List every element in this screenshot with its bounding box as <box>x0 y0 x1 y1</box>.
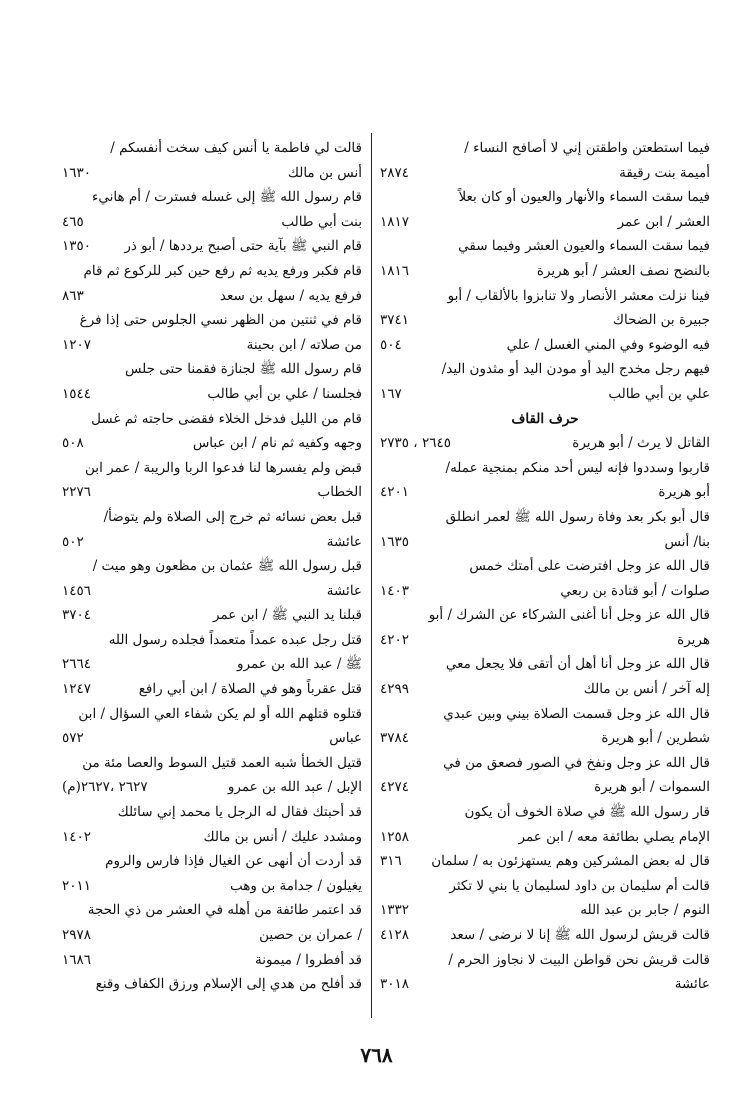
entry-number: ٣٧٠٤ <box>62 607 92 624</box>
index-entry <box>380 702 710 727</box>
index-entry <box>62 308 362 333</box>
index-entry <box>380 431 710 456</box>
entry-text: قد اعتمر طائفة من أهله في العشر من ذي الحجة <box>87 902 362 919</box>
entry-number: ١٦٨٦ <box>62 951 92 968</box>
entry-text: أنس بن مالك <box>287 164 362 181</box>
index-entry <box>62 333 362 358</box>
entry-text: قتل رجل عبده عمداً متعمداً فجلده رسول الله <box>108 631 362 648</box>
entry-text: أبو هريرة <box>658 484 710 501</box>
index-entry <box>62 530 362 555</box>
entry-text: عائشة <box>674 976 710 993</box>
entry-number: ٤٢٧٤ <box>380 779 410 796</box>
entry-text: قبل رسول الله ﷺ عثمان بن مظعون وهو ميت / <box>92 558 362 575</box>
index-entry <box>62 431 362 456</box>
index-entry <box>380 210 710 235</box>
index-entry <box>380 898 710 923</box>
entry-number: ٤٢٩٩ <box>380 681 410 698</box>
index-entry <box>380 530 710 555</box>
entry-number: ١٤٥٦ <box>62 582 92 599</box>
index-entry <box>380 382 710 407</box>
page-number: ٧٦٨ <box>360 1043 393 1067</box>
entry-text: قال الله عز وجل أنا أغنى الشركاء عن الشرك / أبو <box>428 607 710 624</box>
entry-number: ٣٧٨٤ <box>380 730 410 747</box>
column-divider <box>371 133 372 1018</box>
entry-number: ٢٠١١ <box>62 877 92 894</box>
entry-number: ٨٦٣ <box>62 287 84 304</box>
index-entry <box>380 874 710 899</box>
entry-number: ٥٧٢ <box>62 730 84 747</box>
index-entry <box>380 234 710 259</box>
entry-text: بنا/ أنس <box>664 533 710 550</box>
entry-number: ١٢٠٧ <box>62 336 92 353</box>
entry-text: فجلسنا / علي بن أبي طالب <box>207 385 362 402</box>
entry-text: قال أبو بكر بعد وفاة رسول الله ﷺ لعمر انطلق <box>445 508 710 525</box>
index-entry <box>62 357 362 382</box>
entry-text: قد أردت أن أنهى عن الغيال فإذا فارس والروم <box>105 853 362 870</box>
entry-number: ٢٢٧٦ <box>62 484 92 501</box>
entry-text: وجهه وكفيه ثم نام / ابن عباس <box>192 435 362 452</box>
index-entry <box>380 652 710 677</box>
entry-number: ٤٢٠٢ <box>380 631 410 648</box>
entry-text: قام النبي ﷺ بآية حتى أصبح يرددها / أبو ذر <box>124 238 362 255</box>
index-entry <box>62 677 362 702</box>
index-entry <box>380 333 710 358</box>
index-entry <box>380 603 710 628</box>
entry-number: ٤١٢٨ <box>380 927 410 943</box>
entry-number: ٢٨٧٤ <box>380 164 410 181</box>
entry-text: قال الله عز وجل قسمت الصلاة بيني وبين عبدي <box>443 705 710 722</box>
index-entry <box>380 505 710 530</box>
entry-text: من صلاته / ابن بحينة <box>246 336 362 353</box>
entry-text: فينا نزلت معشر الأنصار ولا تنابزوا بالألقاب / أبو <box>447 287 710 304</box>
entry-number: ١٦٧ <box>380 385 402 402</box>
entry-number: ٢٦٦٤ <box>62 656 92 673</box>
entry-text: قام رسول الله ﷺ لجنازة فقمنا حتى جلس <box>124 361 362 378</box>
entry-text: شطرين / أبو هريرة <box>601 730 710 747</box>
index-entry <box>380 136 710 161</box>
entry-text: قبل بعض نسائه ثم خرج إلى الصلاة ولم يتوضأ/ <box>103 508 362 525</box>
index-entry <box>380 923 710 948</box>
index-entry <box>380 825 710 850</box>
index-entry <box>380 628 710 653</box>
index-entry <box>380 185 710 210</box>
entry-text: قال له بعض المشركين وهم يستهزئون به / سلمان <box>431 853 710 870</box>
entry-text: بالنضح نصف العشر / أبو هريرة <box>536 262 710 279</box>
entry-text: العشر / ابن عمر <box>617 213 710 230</box>
entry-text: قالت قريش نحن قواطن البيت لا نجاوز الحرم / <box>448 951 710 968</box>
index-entry <box>62 284 362 309</box>
entry-text: عباس <box>329 730 362 747</box>
entry-text: قتل عقرباً وهو في الصلاة / ابن أبي رافع <box>138 681 362 698</box>
index-entry <box>380 579 710 604</box>
entry-text: النوم / جابر بن عبد الله <box>580 902 710 919</box>
entry-text: قالت لي فاطمة يا أنس كيف سخت أنفسكم / <box>110 140 362 156</box>
index-entry <box>380 800 710 825</box>
index-entry <box>380 948 710 973</box>
index-entry <box>62 382 362 407</box>
index-entry <box>62 800 362 825</box>
index-entry <box>62 480 362 505</box>
entry-number: ١٤٠٣ <box>380 582 410 599</box>
entry-text: عائشة <box>326 582 362 599</box>
index-entry <box>380 751 710 776</box>
entry-number: ٣١٦ <box>380 853 402 870</box>
entry-text: صلوات / أبو قتادة بن ربعي <box>560 582 710 599</box>
entry-number: ٣٠١٨ <box>380 976 410 993</box>
index-column-left <box>62 136 362 997</box>
index-entry <box>62 948 362 973</box>
index-entry <box>380 161 710 186</box>
entry-number: ٥٠٨ <box>62 435 84 452</box>
section-heading <box>380 407 710 432</box>
index-entry <box>62 751 362 776</box>
entry-text: فيما سقت السماء والأنهار والعيون أو كان بعلاً <box>458 189 710 206</box>
entry-number: ١٣٥٠ <box>62 238 92 255</box>
entry-text: الخطاب <box>317 484 362 501</box>
entry-text: قال الله عز وجل ونفخ في الصور فصعق من في <box>443 754 710 771</box>
entry-text: حرف القاف <box>511 410 579 427</box>
index-entry <box>62 849 362 874</box>
entry-text: قالت أم سليمان بن داود لسليمان يا بني لا تكثر <box>449 877 710 894</box>
entry-number: ١٢٥٨ <box>380 828 410 845</box>
entry-number: ٢٩٧٨ <box>62 927 92 943</box>
entry-number: ١٢٤٧ <box>62 681 92 698</box>
index-entry <box>62 726 362 751</box>
index-entry <box>62 702 362 727</box>
entry-text: قال الله عز وجل أنا أهل أن أتقى فلا يجعل معي <box>445 656 710 673</box>
index-entry <box>62 554 362 579</box>
entry-number: ١٦٣٠ <box>62 164 92 181</box>
index-entry <box>62 775 362 800</box>
entry-number: ٢٦٤٥ ، ٢٧٣٥ <box>380 435 451 452</box>
index-entry <box>380 677 710 702</box>
index-entry <box>380 726 710 751</box>
entry-text: فيما سقت السماء والعيون العشر وفيما سقي <box>458 238 710 255</box>
entry-text: قار رسول الله ﷺ في صلاة الخوف أن يكون <box>464 804 710 821</box>
entry-number: ١٥٤٤ <box>62 385 92 402</box>
entry-text: فيهم رجل مخدج اليد أو مودن اليد أو مثدون اليد/ <box>441 361 710 378</box>
entry-text: جبيرة بن الضحاك <box>612 312 710 329</box>
entry-text: قد أفطروا / ميمونة <box>254 951 362 968</box>
entry-number: ١٦٣٥ <box>380 533 410 550</box>
entry-number: ٤٦٥ <box>62 213 84 230</box>
index-entry <box>62 407 362 432</box>
entry-text: الإبل / عبد الله بن عمرو <box>227 779 362 796</box>
index-entry <box>62 628 362 653</box>
entry-text: قام فكبر ورفع يديه ثم رفع حين كبر للركوع ثم قام <box>83 262 362 279</box>
index-entry <box>380 480 710 505</box>
entry-number: ٢٦٢٧ ،٢٦٢٧(م) <box>62 779 148 796</box>
index-entry <box>62 210 362 235</box>
index-entry <box>62 505 362 530</box>
entry-text: هريرة <box>677 631 710 648</box>
entry-text: قتيل الخطأ شبه العمد قتيل السوط والعصا مئة من <box>82 754 362 771</box>
entry-text: أميمة بنت رقيقة <box>619 164 710 181</box>
index-entry <box>380 308 710 333</box>
index-entry <box>380 259 710 284</box>
entry-text: عائشة <box>326 533 362 550</box>
entry-text: قام في ثنتين من الظهر نسي الجلوس حتى إذا فرغ <box>79 312 362 329</box>
entry-text: قام رسول الله ﷺ إلى غسله فسترت / أم هانيء <box>92 189 362 206</box>
entry-text: إله آخر / أنس بن مالك <box>583 681 710 698</box>
entry-text: فيه الوضوء وفي المني الغسل / علي <box>506 336 710 353</box>
index-entry <box>62 652 362 677</box>
index-entry <box>62 185 362 210</box>
entry-text: ﷺ / عبد الله بن عمرو <box>237 656 362 673</box>
entry-text: ومشدد عليك / أنس بن مالك <box>203 828 362 845</box>
index-entry <box>380 357 710 382</box>
entry-text: قد أحبتك فقال له الرجل يا محمد إني سائلك <box>117 804 362 821</box>
entry-text: القاتل لا يرث / أبو هريرة <box>572 435 710 452</box>
entry-text: فيما استطعتن واطقتن إني لا أصافح النساء / <box>464 140 710 156</box>
entry-text: قتلوه قتلهم الله أو لم يكن شفاء العي السؤال / ابن <box>78 705 362 722</box>
index-entry <box>380 554 710 579</box>
entry-number: ٣٧٤١ <box>380 312 410 329</box>
entry-text: السموات / أبو هريرة <box>594 779 710 796</box>
index-entry <box>62 874 362 899</box>
entry-number: ٤٢٠١ <box>380 484 410 501</box>
entry-number: ١٤٠٢ <box>62 828 92 845</box>
entry-text: قبلنا يد النبي ﷺ / ابن عمر <box>213 607 362 624</box>
entry-text: يغيلون / جدامة بن وهب <box>230 877 362 894</box>
index-entry <box>380 972 710 997</box>
entry-text: علي بن أبي طالب <box>608 385 710 402</box>
index-column-right <box>380 136 710 997</box>
index-entry <box>62 579 362 604</box>
entry-text: بنت أبي طالب <box>281 213 362 230</box>
entry-number: ٥٠٢ <box>62 533 84 550</box>
entry-text: قال الله عز وجل افترضت على أمتك خمس <box>469 558 710 575</box>
entry-text: قبض ولم يفسرها لنا فدعوا الربا والريبة / عمر ابن <box>85 459 362 476</box>
entry-text: قد أفلح من هدي إلى الإسلام ورزق الكفاف وقنع <box>95 976 362 993</box>
entry-text: قاربوا وسددوا فإنه ليس أحد منكم بمنجية عمله/ <box>445 459 710 476</box>
index-entry <box>380 456 710 481</box>
entry-number: ١٨١٧ <box>380 213 410 230</box>
entry-text: / عمران بن حصين <box>259 927 362 943</box>
index-entry <box>380 284 710 309</box>
index-entry <box>62 898 362 923</box>
index-entry <box>62 972 362 997</box>
index-entry <box>62 923 362 948</box>
entry-text: الإمام يصلي بطائفة معه / ابن عمر <box>518 828 710 845</box>
entry-number: ١٣٣٢ <box>380 902 410 919</box>
index-entry <box>380 849 710 874</box>
entry-number: ٥٠٤ <box>380 336 402 353</box>
entry-text: فرفع يديه / سهل بن سعد <box>219 287 362 304</box>
index-entry <box>62 825 362 850</box>
entry-text: قام من الليل فدخل الخلاء فقضى حاجته ثم غسل <box>91 410 362 427</box>
index-entry <box>62 234 362 259</box>
index-entry <box>380 775 710 800</box>
index-entry <box>62 259 362 284</box>
index-entry <box>62 161 362 186</box>
index-entry <box>62 603 362 628</box>
index-entry <box>62 456 362 481</box>
index-entry <box>62 136 362 161</box>
entry-text: قالت قريش لرسول الله ﷺ إنا لا نرضى / سعد <box>450 927 710 943</box>
entry-number: ١٨١٦ <box>380 262 410 279</box>
